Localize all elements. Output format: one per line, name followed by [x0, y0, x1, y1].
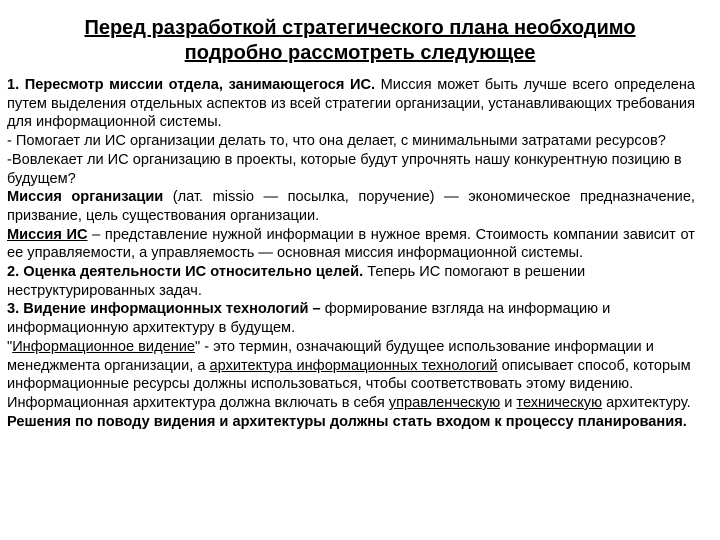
open-quote: " [7, 338, 13, 355]
paragraph-it-vision [7, 300, 695, 337]
definition-is-mission: – представление нужной информации в нужное время. Стоимость компании зависит от ее управляемости, а управляемость — основная миссия информационной системы. [7, 226, 695, 262]
heading-goal-assessment: 2. Оценка деятельности ИС относительно целей. [7, 264, 364, 281]
link-technical[interactable]: техническую [516, 394, 603, 411]
text-info-vision-1: - это термин, означающий будущее использование информации и менеджмента организации, а [7, 338, 654, 374]
term-is-mission: Миссия ИС [7, 226, 88, 243]
heading-mission-review: 1. Пересмотр миссии отдела, занимающегося ИС. [7, 77, 376, 93]
close-quote: " [195, 338, 201, 355]
paragraph-info-architecture [7, 394, 695, 413]
paragraph-question-competitive: -Вовлекает ли ИС организацию в проекты, которые будут упрочнять нашу конкурентную позицию в будущем? [7, 151, 682, 187]
text-info-arch-1: Информационная архитектура должна включать в себя [7, 394, 389, 411]
heading-it-vision: 3. Видение информационных технологий – [7, 301, 321, 318]
link-information-vision[interactable]: Информационное видение [12, 338, 196, 355]
text-planning-decision: Решения по поводу видения и архитектуры должны стать входом к процессу планирования. [7, 413, 687, 430]
text-info-arch-3: архитектуру. [602, 394, 691, 411]
text-mission-review: Миссия может быть лучше всего определена путем выделения отдельных аспектов из всей стратегии организации, устанавливающих требования для информационной системы. [7, 77, 695, 131]
paragraph-info-vision [7, 338, 695, 394]
paragraph-planning-decision [7, 413, 695, 432]
text-info-vision-2: описывает способ, которым информационные ресурсы должны использоваться, чтобы соответствовать этому видению. [7, 357, 691, 393]
text-goal-assessment: Теперь ИС помогают в решении неструктурированных задач. [7, 264, 586, 299]
title-line-2: подробно рассмотреть следующее [184, 42, 536, 64]
paragraph-mission-review [7, 76, 695, 132]
paragraph-is-mission [7, 226, 695, 263]
definition-org-mission: (лат. missio — посылка, поручение) — экономическое предназначение, призвание, цель существования организации. [7, 189, 695, 224]
slide-title [20, 16, 700, 66]
paragraph-goal-assessment [7, 263, 695, 300]
link-it-architecture[interactable]: архитектура информационных технологий [209, 357, 498, 374]
link-managerial[interactable]: управленческую [388, 394, 501, 411]
paragraph-org-mission [7, 188, 695, 225]
term-org-mission: Миссия организации [7, 189, 164, 206]
text-it-vision: формирование взгляда на информацию и информационную архитектуру в будущем. [7, 301, 611, 337]
title-line-1: Перед разработкой стратегического плана необходимо [84, 17, 636, 39]
paragraph-question-costs: - Помогает ли ИС организации делать то, что она делает, с минимальными затратами ресурсов? [7, 133, 666, 150]
slide-body [7, 76, 695, 431]
text-info-arch-2: и [500, 394, 517, 411]
